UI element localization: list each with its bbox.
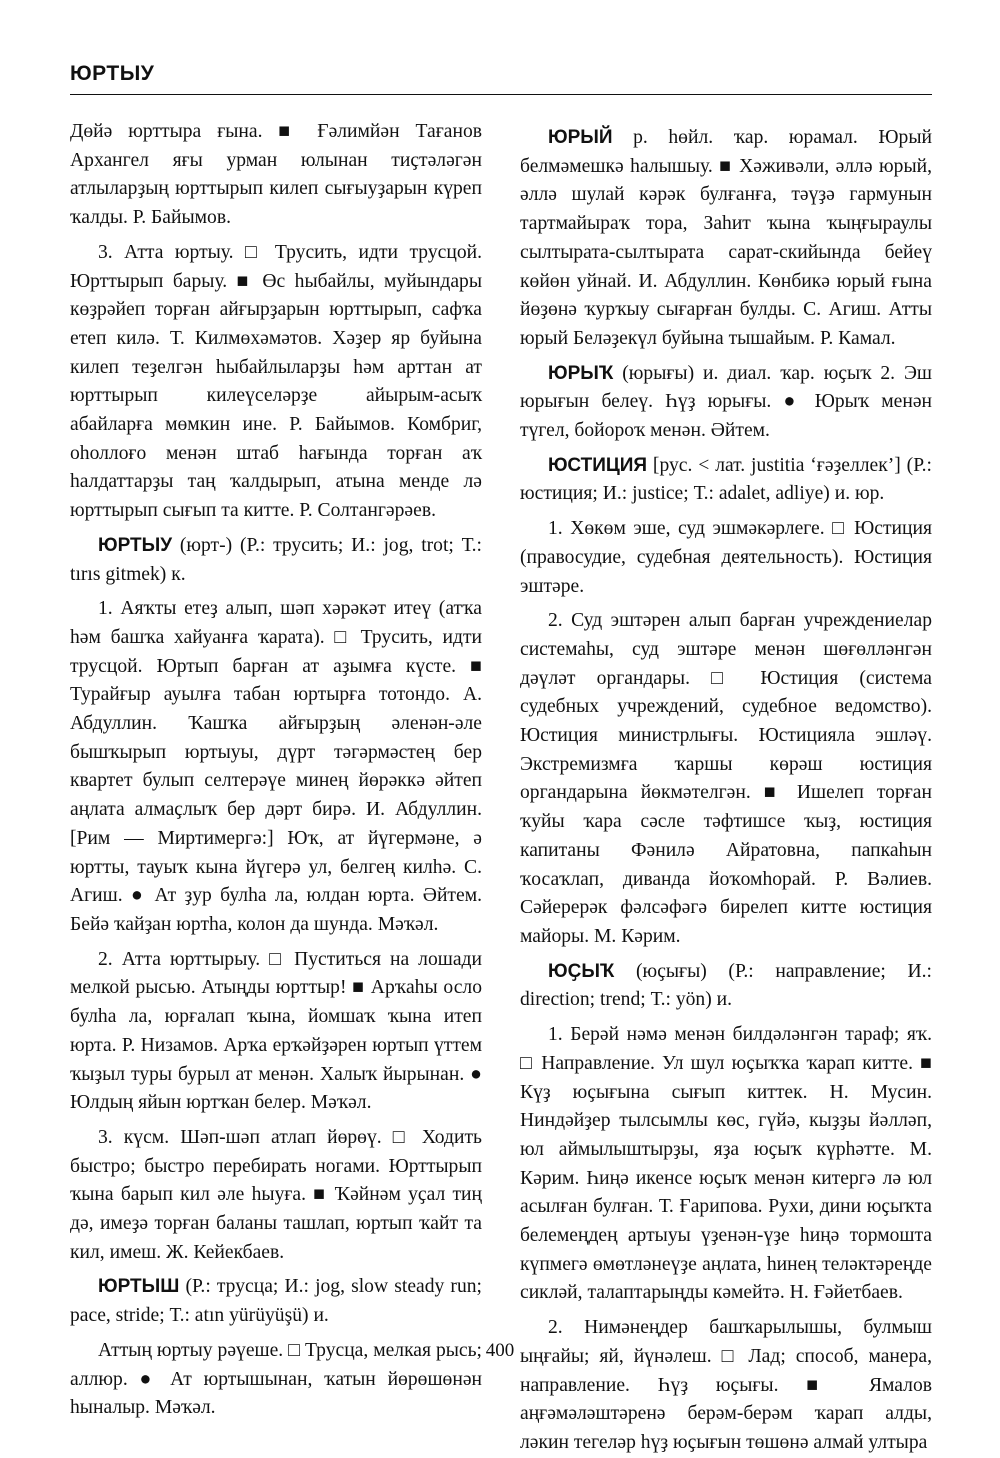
page-number: 400 [485,1340,515,1361]
entry-paragraph [70,239,482,526]
entry-text: [рус. < лат. justitia ‘ғәҙеллек’] (Р.: юстиция; И.: justice; Т.: adalet, adliye) и. юр. [520,454,932,505]
entry-text: 3. күсм. Шәп-шәп атлап йөрөү. □ Ходить быстро; быстро перебирать ногами. Юрттырып ҡына барып кил әле һыуға. ■ Ҡәйнәм уҫал тиң дә, имеҙә торған баланы ташлап, юртып ҡайт та кил, имеш. Ж. Кейекбаев. [70,1126,482,1263]
entry-text: 3. Атта юртыу. □ Трусить, идти трусцой. Юрттырып барыу. ■ Өс һыбайлы, муйындары көҙрәйеп торған айғырҙарын юрттырып, сафҡа етеп килә. Т. Килмөхәмәтов. Хәҙер яр буйына килеп теҙелгән һыбайлыларҙы һәм арттан ат юрттырып килеүселәрҙе айырым-асыҡ абайларға мөмкин ине. Р. Байымов. Комбриг, оһоллоғо менән штаб һағында торған аҡ һалдаттарҙы таң ҡалдырып, атына менде лә юрттырып сығып та китте. Р. Солтангәрәев. [70,241,482,522]
entry-text: 1. Хөкөм эше, суд эшмәкәрлеге. □ Юстиция (правосудие, судебная деятельность). Юстиция эштәре. [520,518,932,597]
entry-paragraph [520,1021,932,1308]
headword: ЮРЫҠ [548,362,614,384]
entry-text: 1. Берәй нәмә менән билдәләнгән тараф; яҡ. □ Направление. Ул шул юҫыҡҡа ҡарап китте. ■ Күҙ юҫығына сығып киттек. Н. Мусин. Ниндәйҙер тылсымлы көс, гүйә, кыҙҙы йәлләп, юл аймылыштырҙы, яҙа юҫыҡ күрһәтте. М. Кәрим. Һиңә икенсе юҫыҡ менән китергә лә юл асылған булған. Т. Ғарипова. Рухи, дини юҫыҡта белемеңдең артыуы үҙенән-үҙе һиңә тормошта күпмегә өмөтләнеүҙе аңлата, һинең теләктәреңде сикләй, талаптарыңды кәмейтә. Н. Ғәйетбаев. [520,1024,932,1304]
dictionary-entry [70,1273,482,1330]
dictionary-entry [520,958,932,1015]
entry-text: р. һөйл. ҡар. юрамал. Юрый белмәмешкә һалышыу. ■ Хәживәли, әллә юрый, әллә шулай кәрәк булғанға, тәүҙә гармунын тартмайыраҡ тора, Заһит ҡына ҡыңғыраулы сылтырата-сылтырата сарат-скийында бейеү көйөн уйнай. И. Абдуллин. Көнбикә юрый ғына йөҙөнә ҡурҡыу сығарған булды. С. Агиш. Атты юрый Беләҙекүл буйына тышайым. Р. Камал. [520,127,932,349]
entry-text: 1. Аяҡты етеҙ алып, шәп хәрәкәт итеү (атҡа һәм башҡа хайуанға ҡарата). □ Трусить, идти трусцой. Юртып барған ат аҙымға күсте. ■ Турайғыр ауылға табан юртырға тотондо. А. Абдуллин. Ҡашҡа айғырҙың әленән-әле бышҡырып юртыуы, дүрт тәгәрмәстең бер квартет булып селтерәүе минең йөрәккә әйтеп аңлата алмаҫлыҡ бер дәрт бирә. И. Абдуллин. [Рим — Миртимергә:] Юҡ, ат йүгермәне, ә юртты, тауыҡ кына йүгерә ул, белгең килһә. С. Агиш. ● Ат ҙур булһа ла, юлдан юрта. Әйтем. Бейә ҡайҙан юртһа, колон да шунда. Мәҡәл. [70,598,482,935]
dictionary-entry [520,124,932,354]
entry-text: 2. Нимәнеңдер башҡарылышы, булмыш ыңғайы; яй, йүнәлеш. □ Лад; способ, манера, направление. Һүҙ юҫығы. ■ Ямалов аңғәмәләштәренә берәм-берәм ҡарап алды, ләкин тегеләр һүҙ юҫығын төшөнә алмай ултыра [520,1317,932,1453]
entry-paragraph [70,1124,482,1268]
entry-text: (юрығы) и. диал. ҡар. юҫыҡ 2. Эш юрығын белеү. Һүҙ юрығы. ● Юрыҡ менән түгел, бойороҡ менән. Әйтем. [520,362,932,442]
entry-text: (юҫығы) (Р.: направление; И.: direction; trend; Т.: yön) и. [520,960,932,1011]
entry-paragraph [70,118,482,233]
right-column [520,118,932,1458]
header-rule [70,94,932,95]
entry-text: (юрт-) (Р.: трусить; И.: jog, trot; Т.: tırıs gitmek) к. [70,534,482,585]
running-head-word: ЮРТЫУ [70,62,155,85]
entry-paragraph [70,946,482,1118]
dictionary-entry [520,452,932,509]
headword: ЮРТЫУ [98,534,173,556]
dictionary-entry [520,360,932,446]
running-header [70,62,932,86]
dictionary-entry [70,532,482,589]
headword: ЮРТЫШ [98,1276,180,1298]
entry-paragraph [70,595,482,939]
entry-text: 2. Суд эштәрен алып барған учреждениелар системаһы, суд эштәре менән шөғөлләнгән дәүләт органдары. □ Юстиция (система судебных учреждений, судебное ведомство). Юстиция министрлығы. Юстицияла эшләү. Экстремизмға ҡаршы көрәш юстиция органдарына йөкмәтелгән. ■ Ишелеп торған ҡуйы ҡара сәсле тәфтишсе ҡыҙ, юстиция капитаны Фәнилә Айратовна, папкаһын ҡосаҡлап, диванда йоҡомһорай. Р. Вәлиев. Сәйерерәк фәлсәфәгә бирелеп китте юстиция майоры. М. Кәрим. [520,610,932,947]
headword: ЮҪЫҠ [548,960,615,982]
entry-text: Аттың юртыу рәүеше. □ Трусца, мелкая рысь; аллюр. ● Ат юртышынан, ҡатын йөрөшөнән һыналыр. Мәҡәл. [70,1339,482,1419]
entry-text: Дөйә юрттыра ғына. ■ Ғәлимйән Тағанов Архангел яғы урман юлынан тиҫтәләгән атлыларҙың юрттырып килеп сығыуҙарын күреп ҡалды. Р. Байымов. [70,121,482,229]
entry-text: 2. Атта юрттырыу. □ Пуститься на лошади мелкой рысью. Атыңды юрттыр! ■ Арҡаһы осло булһа ла, юрғалап ҡына, йомшаҡ ҡына итеп юрта. Р. Низамов. Арҡа ерҡәйҙәрен юртып үттем ҡыҙыл туры бурыл ат менән. Халыҡ йырынан. ● Юлдың яйын юртҡан белер. Мәҡәл. [70,948,482,1114]
entry-paragraph [520,607,932,951]
entry-paragraph [520,1314,932,1458]
headword: ЮРЫЙ [548,127,613,148]
headword: ЮСТИЦИЯ [548,454,648,476]
left-column [70,118,482,1423]
entry-text: (Р.: трусца; И.: jog, slow steady run; pace, stride; Т.: atın yürüyüşü) и. [70,1276,482,1327]
entry-paragraph [520,515,932,601]
